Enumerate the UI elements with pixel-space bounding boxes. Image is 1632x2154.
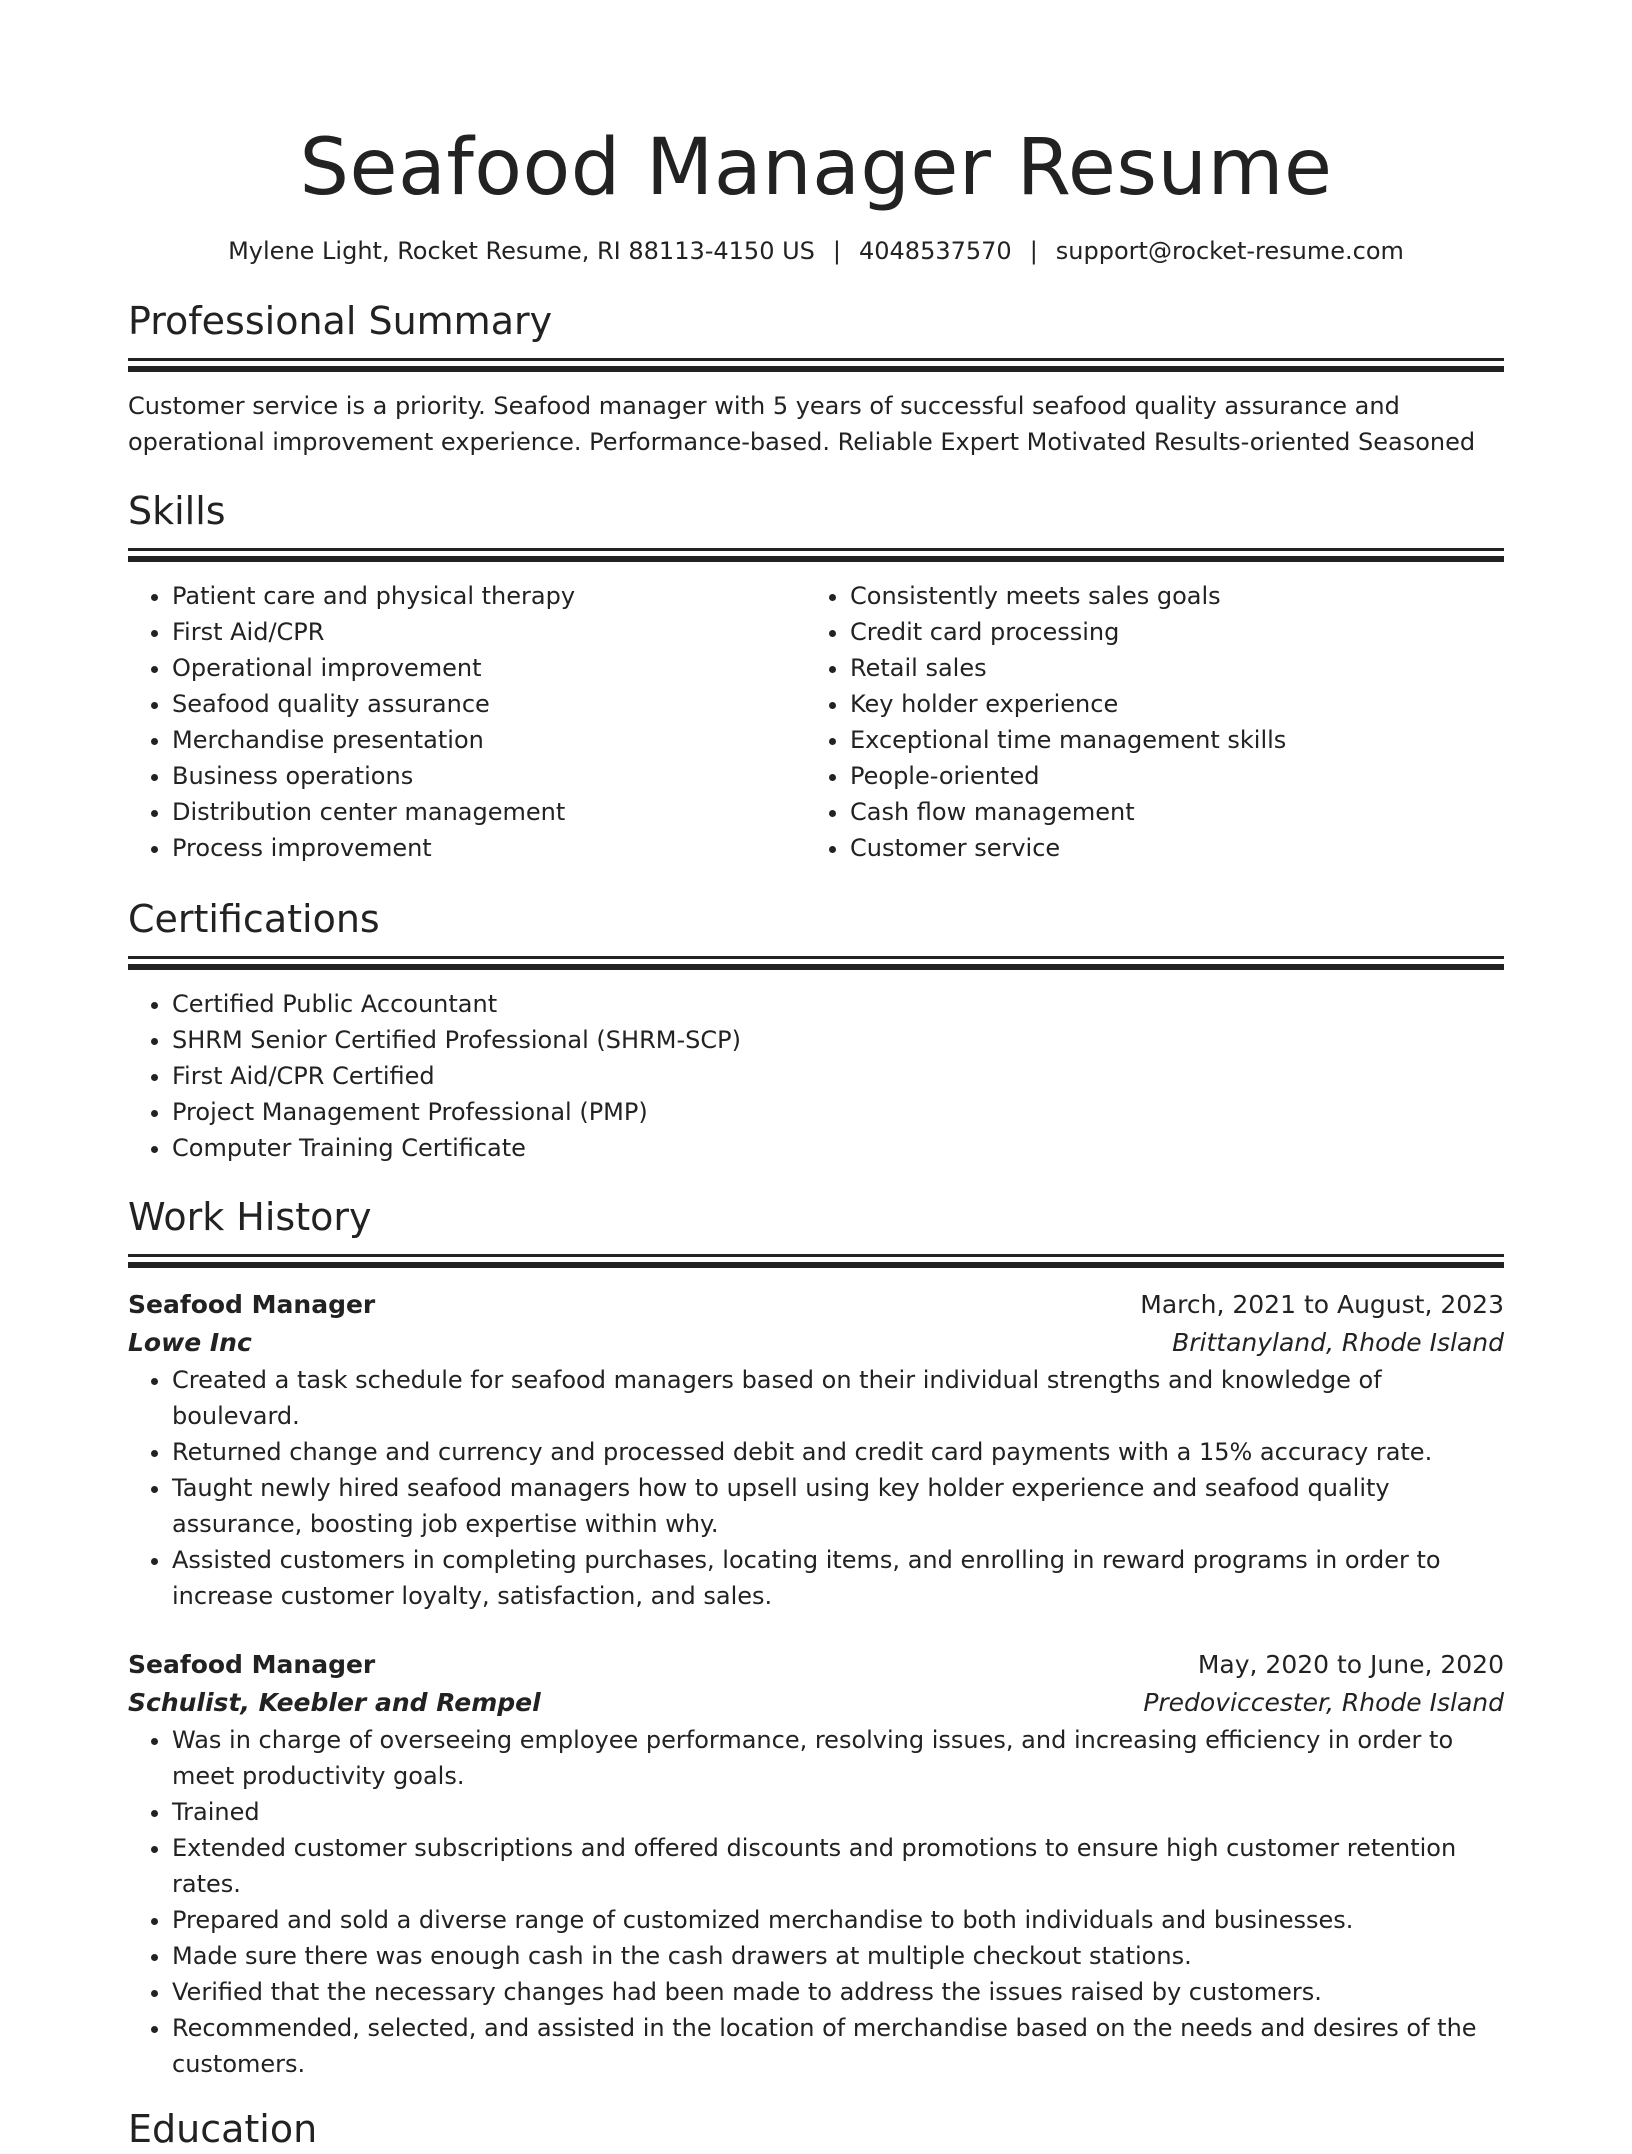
certification-item: • Project Management Professional (PMP) (172, 1094, 1504, 1130)
job-bullet: • Prepared and sold a diverse range of customized merchandise to both individuals and businesses. (172, 1902, 1504, 1938)
section-divider (128, 548, 1504, 568)
skills-column-right (806, 578, 1484, 866)
job-entry (128, 1286, 1504, 1614)
job-subheader (128, 1324, 1504, 1362)
education-heading: Education (128, 2107, 318, 2151)
work-history-section (128, 1192, 1504, 2082)
contact-email: support@rocket-resume.com (1055, 237, 1404, 265)
job-bullet: • Trained (172, 1794, 1504, 1830)
job-entry (128, 1646, 1504, 2082)
job-subheader (128, 1684, 1504, 1722)
skills-section (128, 486, 1504, 866)
job-company: Schulist, Keebler and Rempel (128, 1688, 541, 1717)
job-company: Lowe Inc (128, 1328, 252, 1357)
skill-item: • Key holder experience (850, 686, 1484, 722)
skills-column-left (128, 578, 806, 866)
summary-text: Customer service is a priority. Seafood manager with 5 years of successful seafood quality assurance and operational improvement experience. Performance-based. Reliable Expert Motivated Results-oriented Seasoned (128, 392, 1476, 456)
certification-item: • SHRM Senior Certified Professional (SHRM-SCP) (172, 1022, 1504, 1058)
job-bullet: • Extended customer subscriptions and offered discounts and promotions to ensure high customer retention rates. (172, 1830, 1504, 1902)
certifications-section (128, 894, 1504, 1166)
job-title: Seafood Manager (128, 1290, 376, 1319)
certification-item: • Computer Training Certificate (172, 1130, 1504, 1166)
skill-item: • Consistently meets sales goals (850, 578, 1484, 614)
job-header (128, 1646, 1504, 1684)
certifications-heading: Certifications (128, 897, 380, 941)
skill-item: • Distribution center management (172, 794, 806, 830)
work-history-heading: Work History (128, 1195, 372, 1239)
contact-separator: | (832, 237, 841, 265)
skill-item: • Cash flow management (850, 794, 1484, 830)
job-bullet: • Taught newly hired seafood managers how to upsell using key holder experience and seafood quality assurance, boosting job expertise within why. (172, 1470, 1504, 1542)
skill-item: • People-oriented (850, 758, 1484, 794)
contact-address: Mylene Light, Rocket Resume, RI 88113-4150 US (228, 237, 815, 265)
job-dates: May, 2020 to June, 2020 (1197, 1650, 1504, 1679)
skill-item: • Seafood quality assurance (172, 686, 806, 722)
certification-item: • Certified Public Accountant (172, 986, 1504, 1022)
job-location: Predoviccester, Rhode Island (1143, 1688, 1504, 1717)
job-bullet: • Assisted customers in completing purchases, locating items, and enrolling in reward programs in order to increase customer loyalty, satisfaction, and sales. (172, 1542, 1504, 1614)
skill-item: • Business operations (172, 758, 806, 794)
skills-grid (128, 578, 1504, 866)
job-dates: March, 2021 to August, 2023 (1140, 1290, 1504, 1319)
skill-item: • Merchandise presentation (172, 722, 806, 758)
summary-heading: Professional Summary (128, 299, 553, 343)
job-location: Brittanyland, Rhode Island (1172, 1328, 1504, 1357)
job-title: Seafood Manager (128, 1650, 376, 1679)
job-bullet: • Returned change and currency and processed debit and credit card payments with a 15% accuracy rate. (172, 1434, 1504, 1470)
job-bullet: • Recommended, selected, and assisted in the location of merchandise based on the needs and desires of the customers. (172, 2010, 1504, 2082)
skill-item: • Customer service (850, 830, 1484, 866)
skill-item: • Exceptional time management skills (850, 722, 1484, 758)
job-bullet: • Was in charge of overseeing employee performance, resolving issues, and increasing efficiency in order to meet productivity goals. (172, 1722, 1504, 1794)
section-divider (128, 358, 1504, 378)
job-bullet: • Made sure there was enough cash in the cash drawers at multiple checkout stations. (172, 1938, 1504, 1974)
skill-item: • Credit card processing (850, 614, 1484, 650)
skill-item: • Patient care and physical therapy (172, 578, 806, 614)
skill-item: • Operational improvement (172, 650, 806, 686)
skill-item: • Retail sales (850, 650, 1484, 686)
contact-line (128, 234, 1504, 268)
job-header (128, 1286, 1504, 1324)
skill-item: • Process improvement (172, 830, 806, 866)
section-divider (128, 1254, 1504, 1274)
contact-separator: | (1029, 237, 1038, 265)
skill-item: • First Aid/CPR (172, 614, 806, 650)
contact-phone: 4048537570 (859, 237, 1012, 265)
resume-page (128, 0, 1504, 2154)
section-divider (128, 956, 1504, 976)
job-bullet: • Verified that the necessary changes had been made to address the issues raised by customers. (172, 1974, 1504, 2010)
certification-item: • First Aid/CPR Certified (172, 1058, 1504, 1094)
job-bullet: • Created a task schedule for seafood managers based on their individual strengths and knowledge of boulevard. (172, 1362, 1504, 1434)
page-title: Seafood Manager Resume (299, 123, 1333, 213)
skills-heading: Skills (128, 489, 226, 533)
summary-section (128, 296, 1504, 460)
